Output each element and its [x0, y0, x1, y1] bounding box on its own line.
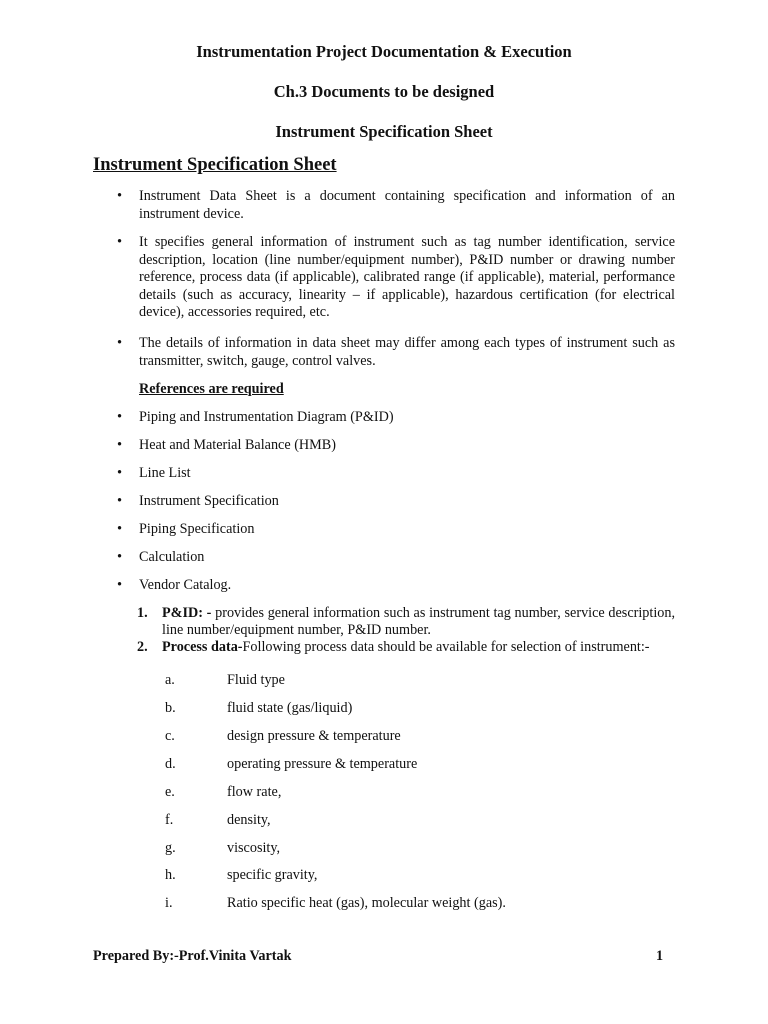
sub-item-letter: g.	[165, 840, 176, 856]
sub-item-letter: b.	[165, 700, 176, 716]
bullet-icon: •	[117, 234, 123, 250]
list-number: 1.	[137, 605, 148, 621]
reference-item: Heat and Material Balance (HMB)	[139, 437, 336, 453]
bullet-icon: •	[117, 188, 123, 204]
topic-title: Instrument Specification Sheet	[275, 122, 493, 141]
sub-item-letter: c.	[165, 728, 175, 744]
bullet-icon: •	[117, 549, 123, 565]
bullet-item: It specifies general information of instrument such as tag number identification, service description, location (line number/equipment number), P&ID number or drawing number reference, process data (if applicable), calibrated range (if applicable), material, performance details (such as accuracy, linearity – if applicable), hazardous certification (for electrical device), accessories required, etc.	[139, 234, 675, 320]
bullet-icon: •	[117, 577, 123, 593]
reference-item: Calculation	[139, 549, 205, 565]
sub-item-letter: i.	[165, 895, 173, 911]
sub-item-letter: a.	[165, 672, 175, 688]
sub-item-letter: e.	[165, 784, 175, 800]
bullet-icon: •	[117, 409, 123, 425]
sub-item-letter: h.	[165, 867, 176, 883]
sub-item-letter: f.	[165, 812, 174, 828]
bullet-icon: •	[117, 437, 123, 453]
numbered-item-label: P&ID: -	[162, 605, 212, 621]
numbered-item-label: Process data-	[162, 639, 243, 655]
references-heading: References are required	[139, 381, 284, 397]
numbered-item	[162, 605, 675, 639]
bullet-icon: •	[117, 465, 123, 481]
bullet-icon: •	[117, 335, 123, 351]
footer-author: Prepared By:-Prof.Vinita Vartak	[93, 948, 292, 964]
bullet-icon: •	[117, 521, 123, 537]
reference-item: Vendor Catalog.	[139, 577, 232, 593]
list-number: 2.	[137, 639, 148, 655]
document-title: Instrumentation Project Documentation & Execution	[196, 42, 572, 61]
numbered-item	[162, 639, 675, 656]
numbered-item-text: Following process data should be available for selection of instrument:-	[242, 639, 650, 655]
sub-item-text: viscosity,	[227, 840, 281, 856]
sub-item-letter: d.	[165, 756, 176, 772]
sub-item-text: flow rate,	[227, 784, 282, 800]
sub-item-text: specific gravity,	[227, 867, 318, 883]
reference-item: Piping Specification	[139, 521, 255, 537]
bullet-item: Instrument Data Sheet is a document containing specification and information of an instrument device.	[139, 188, 675, 222]
sub-item-text: density,	[227, 812, 271, 828]
chapter-title: Ch.3 Documents to be designed	[273, 82, 495, 101]
sub-item-text: Ratio specific heat (gas), molecular weight (gas).	[227, 895, 506, 911]
bullet-icon: •	[117, 493, 123, 509]
bullet-item: The details of information in data sheet may differ among each types of instrument such as transmitter, switch, gauge, control valves.	[139, 335, 675, 369]
page-number: 1	[656, 948, 664, 964]
sub-item-text: design pressure & temperature	[227, 728, 401, 744]
reference-item: Piping and Instrumentation Diagram (P&ID)	[139, 409, 394, 425]
sub-item-text: Fluid type	[227, 672, 285, 688]
reference-item: Line List	[139, 465, 191, 481]
sub-item-text: fluid state (gas/liquid)	[227, 700, 353, 716]
section-heading: Instrument Specification Sheet	[93, 155, 337, 175]
sub-item-text: operating pressure & temperature	[227, 756, 418, 772]
numbered-item-text: provides general information such as instrument tag number, service description, line number/equipment number, P&ID number.	[162, 605, 676, 638]
reference-item: Instrument Specification	[139, 493, 279, 509]
